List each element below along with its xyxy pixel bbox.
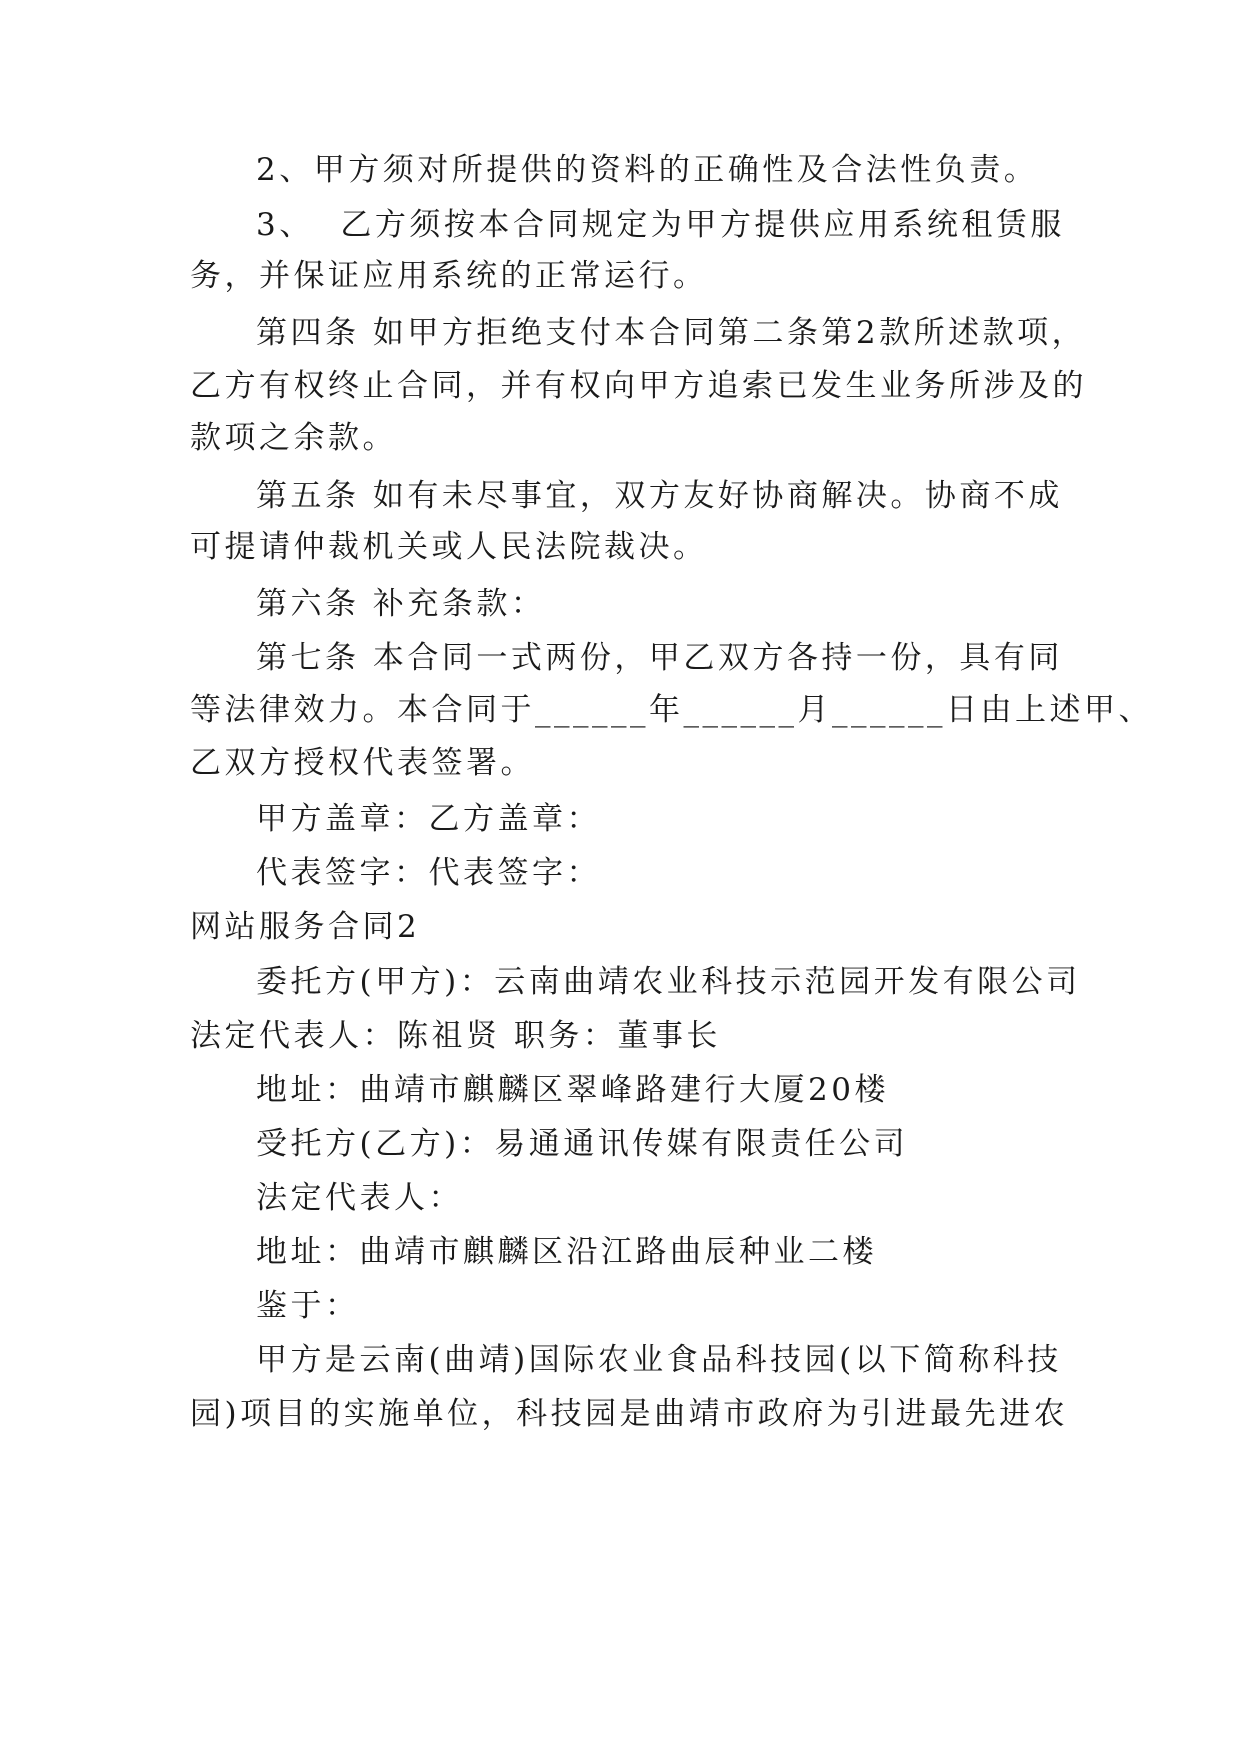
whereas-line: 鉴于：	[256, 1288, 360, 1324]
article-7-line-1: 第七条 本合同一式两份，甲乙双方各持一份，具有同	[256, 640, 1063, 676]
article-4-line-3: 款项之余款。	[190, 420, 397, 456]
clause-3-line-1: 3、 乙方须按本合同规定为甲方提供应用系统租赁服	[256, 207, 1065, 243]
article-7-line-2: 等法律效力。本合同于______年______月______日由上述甲、	[190, 692, 1153, 728]
article-4-line-1: 第四条 如甲方拒绝支付本合同第二条第2款所述款项，	[256, 315, 1087, 351]
recital-line-2: 园)项目的实施单位，科技园是曲靖市政府为引进最先进农	[190, 1396, 1069, 1432]
recital-line-1: 甲方是云南(曲靖)国际农业食品科技园(以下简称科技	[256, 1342, 1062, 1378]
party-a-address-line: 地址：曲靖市麒麟区翠峰路建行大厦20楼	[256, 1072, 889, 1108]
party-a-line: 委托方(甲方)：云南曲靖农业科技示范园开发有限公司	[256, 964, 1081, 1000]
party-b-address-line: 地址：曲靖市麒麟区沿江路曲辰种业二楼	[256, 1234, 877, 1270]
article-6-line: 第六条 补充条款：	[256, 586, 546, 622]
party-b-line: 受托方(乙方)：易通通讯传媒有限责任公司	[256, 1126, 909, 1162]
article-5-line-2: 可提请仲裁机关或人民法院裁决。	[190, 529, 708, 565]
seal-line: 甲方盖章：乙方盖章：	[256, 801, 601, 837]
clause-2-line: 2、甲方须对所提供的资料的正确性及合法性负责。	[256, 152, 1039, 188]
contract-2-title: 网站服务合同2	[190, 909, 421, 945]
party-b-representative-line: 法定代表人：	[256, 1180, 463, 1216]
article-7-line-3: 乙双方授权代表签署。	[190, 745, 535, 781]
article-5-line-1: 第五条 如有未尽事宜，双方友好协商解决。协商不成	[256, 478, 1063, 514]
article-4-line-2: 乙方有权终止合同，并有权向甲方追索已发生业务所涉及的	[190, 368, 1087, 404]
signature-line: 代表签字：代表签字：	[256, 855, 601, 891]
party-a-representative-line: 法定代表人：陈祖贤 职务：董事长	[190, 1018, 721, 1054]
clause-3-line-2: 务，并保证应用系统的正常运行。	[190, 258, 708, 294]
